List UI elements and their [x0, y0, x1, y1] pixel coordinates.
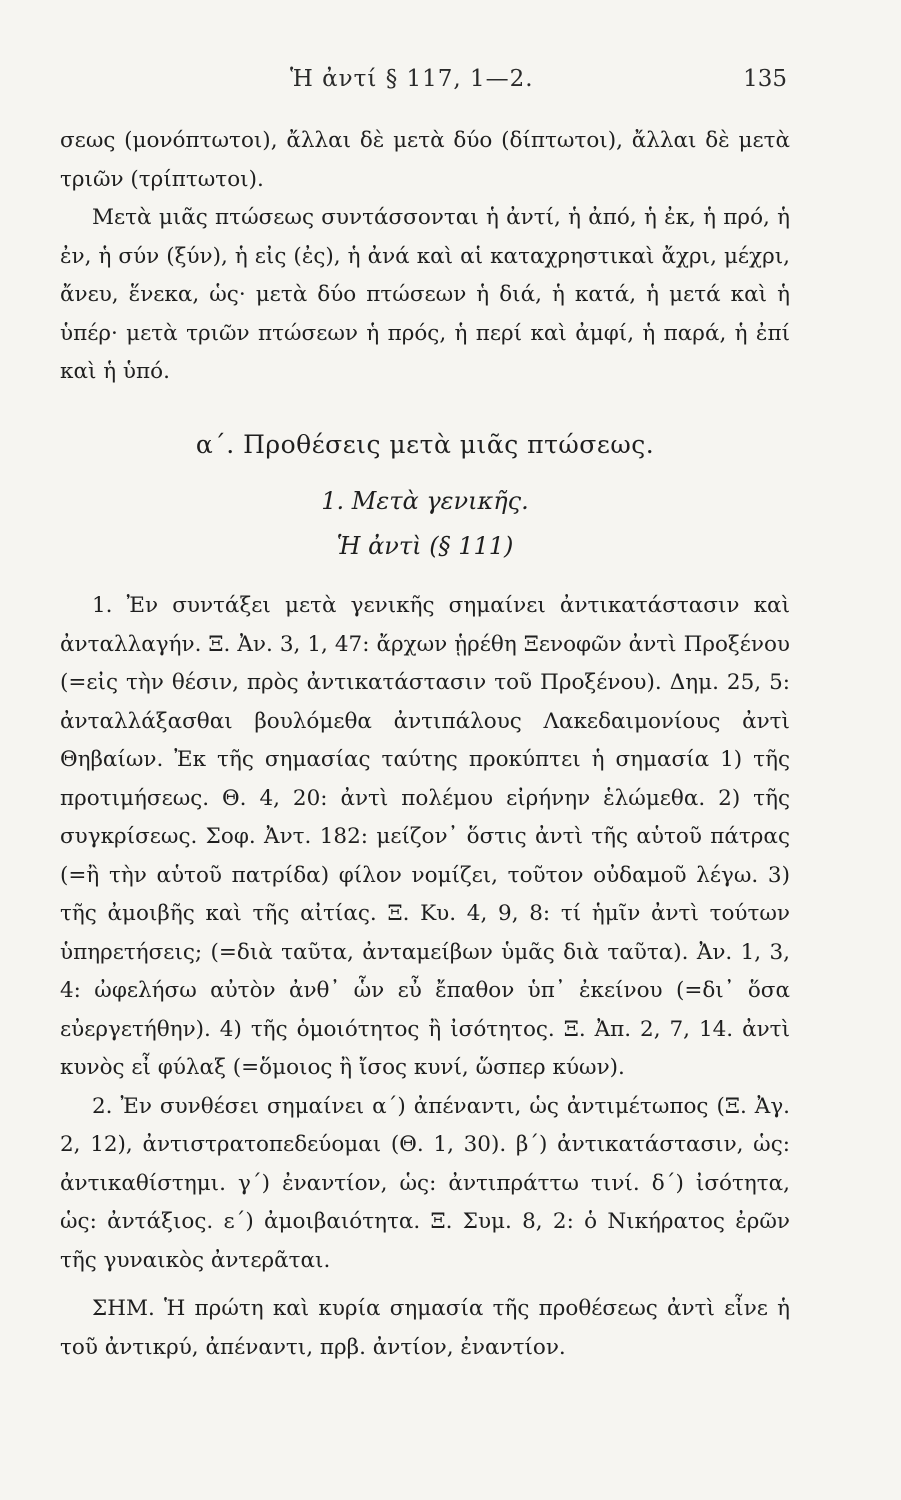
subheading-anti: Ἡ ἀντὶ (§ 111) [336, 531, 514, 560]
paragraph-1: 1. Ἐν συντάξει μετὰ γενικῆς σημαίνει ἀντικατάστασιν καὶ ἀνταλλαγήν. Ξ. Ἀν. 3, 1, 47: ἄρχων ᾑρέθη Ξενοφῶν ἀντὶ Προξένου (=εἰς τὴν θέσιν, πρὸς ἀντικατάστασιν τοῦ Προξένου). Δημ. 25, 5: ἀνταλλάξασθαι βουλόμεθα ἀντιπάλους Λακεδαιμονίους ἀντὶ Θηβαίων. Ἐκ τῆς σημασίας ταύτης προκύπτει ἡ σημασία 1) τῆς προτιμήσεως. Θ. 4, 20: ἀντὶ πολέμου εἰρήνην ἑλώμεθα. 2) τῆς συγκρίσεως. Σοφ. Ἀντ. 182: μείζον᾽ ὅστις ἀντὶ τῆς αὑτοῦ πάτρας (=ἢ τὴν αὑτοῦ πατρίδα) φίλον νομίζει, τοῦτον οὐδαμοῦ λέγω. 3) τῆς ἀμοιβῆς καὶ τῆς αἰτίας. Ξ. Κυ. 4, 9, 8: τί ἡμῖν ἀντὶ τούτων ὑπηρετήσεις; (=διὰ ταῦτα, ἀνταμείβων ὑμᾶς διὰ ταῦτα). Ἀν. 1, 3, 4: ὠφελήσω αὐτὸν ἀνθ᾽ ὧν εὖ ἔπαθον ὑπ᾽ ἐκείνου (=δι᾽ ὅσα εὐεργετήθην). 4) τῆς ὁμοιότητος ἢ ἰσότητος. Ξ. Ἀπ. 2, 7, 14. ἀντὶ κυνὸς εἶ φύλαξ (=ὅμοιος ἢ ἴσος κυνί, ὥσπερ κύων). [60, 593, 790, 1080]
subheading-genitive: 1. Μετὰ γενικῆς. [321, 487, 529, 515]
section-heading: α΄. Προθέσεις μετὰ μιᾶς πτώσεως. [195, 429, 655, 459]
note-paragraph: ΣΗΜ. Ἡ πρώτη καὶ κυρία σημασία τῆς προθέσεως ἀντὶ εἶνε ἡ τοῦ ἀντικρύ, ἀπέναντι, πρβ. ἀντίον, ἐναντίον. [60, 1296, 790, 1360]
paragraph-2: 2. Ἐν συνθέσει σημαίνει α΄) ἀπέναντι, ὡς ἀντιμέτωπος (Ξ. Ἀγ. 2, 12), ἀντιστρατοπεδεύομαι (Θ. 1, 30). β΄) ἀντικατάστασιν, ὡς: ἀντικαθίστημι. γ΄) ἐναντίον, ὡς: ἀντιπράττω τινί. δ΄) ἰσότητα, ὡς: ἀντάξιος. ε΄) ἀμοιβαιότητα. Ξ. Συμ. 8, 2: ὁ Νικήρατος ἐρῶν τῆς γυναικὸς ἀντερᾶται. [60, 1093, 790, 1273]
running-head [0, 66, 901, 102]
page-number: 135 [743, 66, 787, 92]
page-body [60, 122, 790, 1367]
running-title: Ἡ ἀντί § 117, 1—2. [290, 66, 534, 92]
paragraph-intro: σεως (μονόπτωτοι), ἄλλαι δὲ μετὰ δύο (δίπτωτοι), ἄλλαι δὲ μετὰ τριῶν (τρίπτωτοι). [60, 128, 790, 192]
paragraph-preposition-list: Μετὰ μιᾶς πτώσεως συντάσσονται ἡ ἀντί, ἡ ἀπό, ἡ ἐκ, ἡ πρό, ἡ ἐν, ἡ σύν (ξύν), ἡ εἰς (ἐς), ἡ ἀνά καὶ αἱ καταχρηστικαὶ ἄχρι, μέχρι, ἄνευ, ἕνεκα, ὡς· μετὰ δύο πτώσεων ἡ διά, ἡ κατά, ἡ μετά καὶ ἡ ὑπέρ· μετὰ τριῶν πτώσεων ἡ πρός, ἡ περί καὶ ἀμφί, ἡ παρά, ἡ ἐπί καὶ ἡ ὑπό. [60, 205, 790, 384]
